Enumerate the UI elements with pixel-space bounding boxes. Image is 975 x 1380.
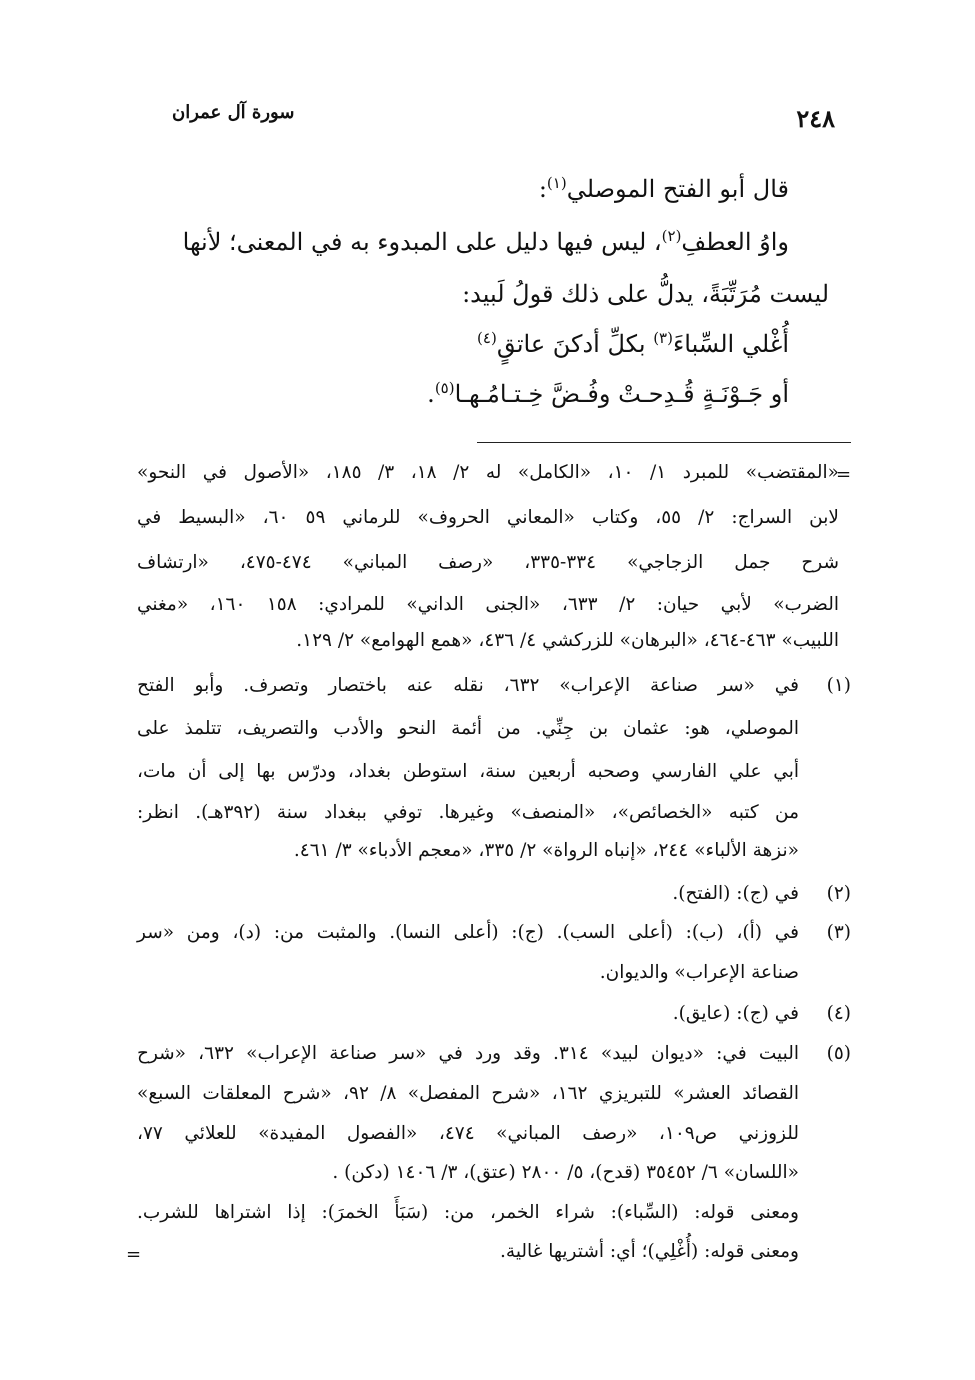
footnote-number-4: (٤) [826,1003,851,1024]
main-text: : [538,175,547,203]
footnote-number-1: (١) [826,675,851,696]
footnote-3-line: صناعة الإعراب» والديوان. [599,962,799,983]
footnote-5-line: البيت في: «ديوان لبيد» ٣١٤. وقد ورد في «سر صناعة الإعراب» ٦٣٢، «شرح [137,1043,799,1064]
footnote-number-5: (٥) [826,1043,851,1064]
footnote-separator-line [477,442,851,443]
main-text-line-1 [93,175,789,203]
footnote-5-line: ومعنى قوله: (السِّباء): شراء الخمر، من: (سَبَأَ الخمرَ): إذا اشتراها للشرب. [137,1202,799,1223]
footnote-3-line: في (أ)، (ب): (أعلى السب). (ج): (أعلى النسا). والمثبت من: (د)، ومن «سر [137,922,799,943]
footnote-ref-5: (٥) [434,379,455,397]
continuation-mark-top: = [836,464,852,485]
footnote-continuation-line: لابن السراج: ٢/ ٥٥، وكتاب «المعاني الحروف» للرماني ٥٩ ٦٠، «البسيط في [137,507,839,528]
footnote-ref-1: (١) [546,174,567,192]
verse-text: أُغْلي السِّباءَ [672,330,789,358]
footnote-4-line: في (ج): (عايق). [672,1003,799,1024]
continuation-mark-bottom: = [126,1244,142,1265]
main-text: ، ليس فيها دليل على المبدوء به في المعنى؛ لأنها [182,228,662,256]
main-text-line-2 [93,228,789,256]
main-text-line-3: ليست مُرَتِّبَةً، يدلُّ على ذلك قولُ لَبيد: [462,280,829,308]
footnote-continuation-line: «المقتضب» للمبرد ١/ ١٠، «الكامل» له ٢/ ١٨، ٣/ ١٨٥، «الأصول في النحو» [137,462,839,483]
footnote-number-2: (٢) [826,883,851,904]
footnote-5-line: للزوزني ص١٠٩، «رصف المباني» ٤٧٤، «الفصول المفيدة» للعلائي ٧٧، [137,1123,799,1144]
footnote-continuation-line: اللبيب» ٤٦٣-٤٦٤، «البرهان» للزركشي ٤/ ٤٣٦، «همع الهوامع» ٢/ ١٢٩. [296,630,839,651]
footnote-ref-3: (٣) [653,329,673,347]
page-number: ٢٤٨ [796,104,835,133]
footnote-1-line: أبي علي الفارسي وصحبه أربعين سنة، استوطن بغداد، ودرّس بها إلى أن مات، [137,761,799,782]
footnote-number-3: (٣) [826,922,851,943]
footnote-5-line: القصائد العشر» للتبريزي ١٦٢، «شرح المفصل» ٨/ ٩٢، «شرح المعلقات السبع» [137,1083,799,1104]
footnote-ref-2: (٢) [661,227,682,245]
footnote-2-line: في (ج): (الفتح). [672,883,799,904]
verse-text: . [427,380,435,408]
footnote-1-line: الموصلي، هو: عثمان بن جِنِّي. من أئمة النحو والأدب والتصريف، تتلمذ على [137,718,799,739]
footnote-5-line: ومعنى قوله: (أُغْلِي)؛ أي: أشتريها غالية. [500,1241,799,1262]
main-text: قال أبو الفتح الموصلي [566,175,789,203]
footnote-1-line: في «سر صناعة الإعراب» ٦٣٢، نقله عنه باختصار وتصرف. وأبو الفتح [137,675,799,696]
footnote-1-line: من كتبه «الخصائص»، «المنصف» وغيرها. توفي ببغداد سنة (٣٩٢هـ). انظر: [137,802,799,823]
main-text: واوُ العطفِ [681,228,789,256]
verse-text: أو جَـوْنَـةٍ قُـدِحـتْ وفُـضَّ خِـتـامُـهـا [454,380,789,408]
footnote-1-line: «نزهة الألباء» ٢٤٤، «إنباه الرواة» ٢/ ٣٣٥، «معجم الأدباء» ٣/ ٤٦١. [293,840,799,861]
verse-text: بكلِّ أدكنَ عاتقٍ [496,330,654,358]
footnote-5-line: «اللسان» ٦/ ٣٥٤٥٢ (قدح)، ٥/ ٢٨٠٠ (عتق)، ٣/ ١٤٠٦ (دكن) . [332,1162,799,1183]
footnote-continuation-line: شرح جمل الزجاجي» ٣٣٤-٣٣٥، «رصف المباني» ٤٧٤-٤٧٥، «ارتشاف [137,552,839,573]
poetry-verse-first-hemistich [93,330,789,358]
running-header-surah-title: سورة آل عمران [172,102,295,123]
poetry-verse-second-hemistich [93,380,789,408]
footnote-ref-4: (٤) [477,329,497,347]
footnote-continuation-line: الضرب» لأبي حيان: ٢/ ٦٣٣، «الجنى الداني» للمرادي: ١٥٨ ١٦٠، «مغني [137,594,839,615]
